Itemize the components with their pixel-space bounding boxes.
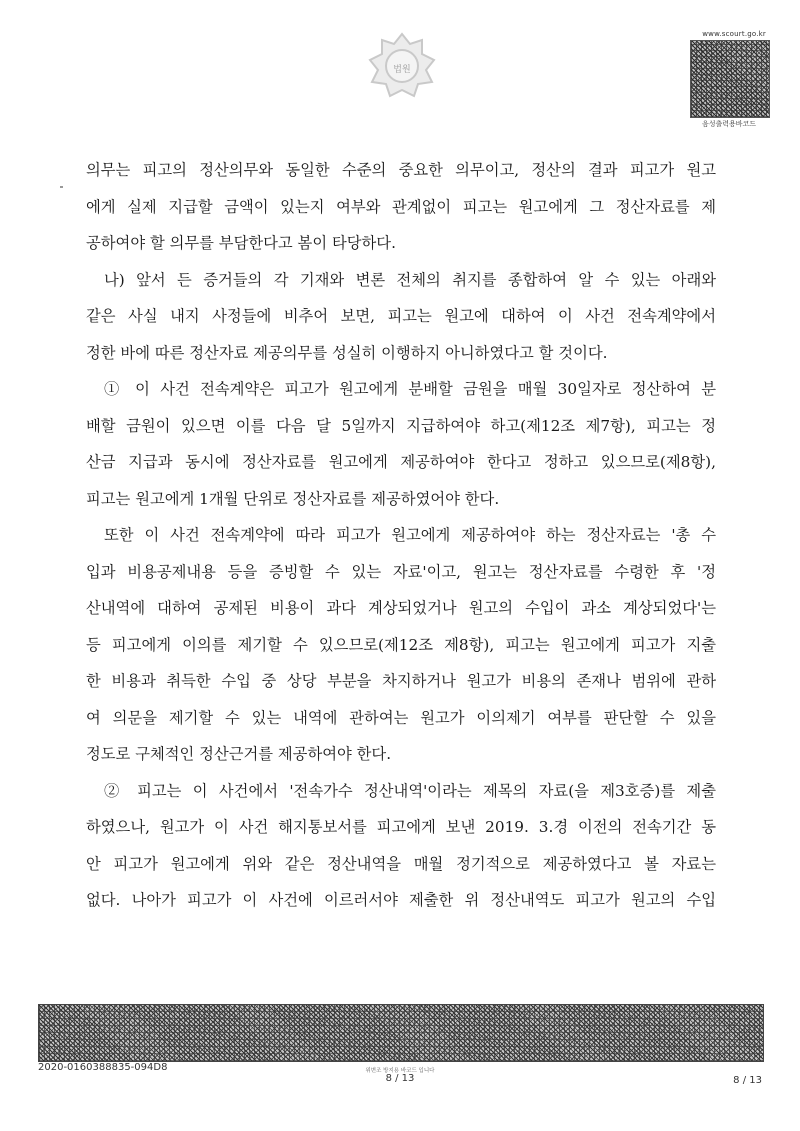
text-line: 산내역에 대하여 공제된 비용이 과다 계상되었거나 원고의 수입이 과소 계상되었다'는 [86, 599, 716, 617]
document-body [86, 152, 716, 919]
text-line: 산금 지급과 동시에 정산자료를 원고에게 제공하여야 한다고 정하고 있으므로(제8항), [86, 453, 716, 471]
margin-mark [60, 186, 63, 188]
qr-url: www.scourt.go.kr [702, 30, 766, 38]
anti-forgery-barcode-icon [38, 1004, 764, 1062]
text-line: 입과 비용공제내용 등을 증빙할 수 있는 자료'이고, 원고는 정산자료를 수령한 후 '정 [86, 562, 716, 581]
text-line: 여 의문을 제기할 수 있는 내역에 관하여는 원고가 이의제기 여부를 판단할 수 있을 [86, 708, 716, 727]
page-number-right: 8 / 13 [733, 1075, 762, 1086]
text-line: 안 피고가 원고에게 위와 같은 정산내역을 매월 정기적으로 제공하였다고 볼 자료는 [86, 854, 716, 873]
barcode-note: 위변조 방지용 바코드 입니다 [365, 1068, 435, 1074]
text-line: 또한 이 사건 전속계약에 따라 피고가 원고에게 제공하여야 하는 정산자료는 '총 수 [104, 526, 716, 544]
text-line: 같은 사실 내지 사정들에 비추어 보면, 피고는 원고에 대하여 이 사건 전속계약에서 [86, 307, 716, 325]
text-line: 나) 앞서 든 증거들의 각 기재와 변론 전체의 취지를 종합하여 알 수 있는 아래와 [104, 270, 716, 289]
text-line: 없다. 나아가 피고가 이 사건에 이르러서야 제출한 위 정산내역도 피고가 원고의 수입 [86, 891, 716, 909]
page-number-center: 8 / 13 [385, 1073, 415, 1084]
text-line: 배할 금원이 있으면 이를 다음 달 5일까지 지급하여야 하고(제12조 제7항), 피고는 정 [86, 416, 716, 435]
text-line: 정도로 구체적인 정산근거를 제공하여야 한다. [86, 745, 392, 763]
text-line: ① 이 사건 전속계약은 피고가 원고에게 분배할 금원을 매월 30일자로 정산하여 분 [104, 380, 716, 398]
text-line: 등 피고에게 이의를 제기할 수 있으므로(제12조 제8항), 피고는 원고에게 피고가 지출 [86, 635, 716, 654]
text-line: 공하여야 할 의무를 부담한다고 봄이 타당하다. [86, 234, 396, 252]
text-line: 피고는 원고에게 1개월 단위로 정산자료를 제공하였어야 한다. [86, 489, 500, 508]
document-id: 2020-0160388835-094D8 [38, 1062, 168, 1073]
qr-code-icon [690, 40, 770, 118]
text-line: 의무는 피고의 정산의무와 동일한 수준의 중요한 의무이고, 정산의 결과 피고가 원고 [86, 161, 716, 179]
text-line: 한 비용과 취득한 수입 중 상당 부분을 차지하거나 원고가 비용의 존재나 범위에 관하 [86, 672, 716, 690]
text-line: 하였으나, 원고가 이 사건 해지통보서를 피고에게 보낸 2019. 3.경 이전의 전속기간 동 [86, 818, 716, 836]
qr-caption: 음성출력용바코드 [701, 120, 757, 128]
text-line: ② 피고는 이 사건에서 '전속가수 정산내역'이라는 제목의 자료(을 제3호증)를 제출 [104, 781, 716, 800]
text-line: 에게 실제 지급할 금액이 있는지 여부와 관계없이 피고는 원고에게 그 정산자료를 제 [86, 197, 716, 216]
text-line: 정한 바에 따른 정산자료 제공의무를 성실히 이행하지 아니하였다고 할 것이다. [86, 343, 608, 362]
seal-label: 법원 [393, 65, 411, 75]
